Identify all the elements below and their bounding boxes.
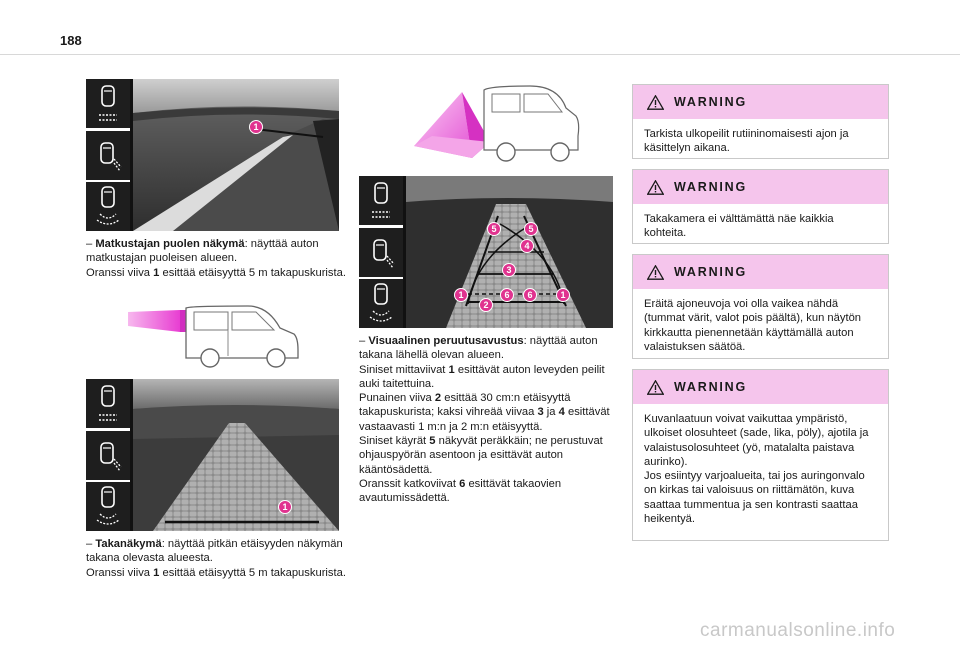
warning-triangle-icon [647,380,664,395]
assist-marker-1a: 1 [454,288,468,302]
rear-view-description: – Takanäkymä: näyttää pitkän etäisyyden näkymän takana olevasta alueesta. Oranssi viiva 1 esittää etäisyyttä 5 m takapuskurista. [86,538,346,579]
header-rule [0,54,960,55]
assist-marker-2: 2 [479,298,493,312]
warning-header [633,255,888,289]
warning-triangle-icon [647,180,664,195]
assist-view-term: Visuaalinen peruutusavustus [368,335,524,347]
watermark: carmanualsonline.info [700,620,896,641]
assist-view-image [359,176,613,328]
warning-header [633,370,888,404]
warning-title: WARNING [674,95,748,109]
assist-view-description: – Visuaalinen peruutusavustus: näyttää auton takana lähellä olevan alueen. Siniset mittaviivat 1 esittävät auton leveyden peilit auki taitettuina. Punainen viiva 2 esittää 30 cm:n etäisyyttä takapuskurista; kaksi vihreää viivaa 3 ja 4 esittävät vastaavasti 1 m:n ja 2 m:n etäisyyttä. Siniset käyrät 5 näkyvät peräkkäin; ne perustuvat ohjauspyörän asentoon ja esittävät auton kääntösädettä. Oranssit katkoviivat 6 esittävät takaovien avautumissädettä. [359,335,610,505]
assist-marker-3: 3 [502,263,516,277]
warning-header [633,85,888,119]
warning-triangle-icon [647,265,664,280]
warning-box-3 [632,254,889,359]
rear-view-mode-icon [359,279,403,328]
passenger-view-marker-1: 1 [249,120,263,134]
van-rear-illustration [410,80,580,173]
passenger-view-image [86,79,339,231]
warning-title: WARNING [674,180,748,194]
warning-header [633,170,888,204]
warning-box-4 [632,369,889,541]
mode-strip [86,379,130,531]
rear-view-scene [133,379,339,531]
rear-view-marker-1: 1 [278,500,292,514]
assist-marker-4: 4 [520,239,534,253]
warning-box-1 [632,84,889,159]
warning-box-2 [632,169,889,244]
warning-text: Eräitä ajoneuvoja voi olla vaikea nähdä (tummat värit, valot pois päältä), kun näytön kirkkautta pienennetään käyttämällä auton valaistuksen säätöä. [644,298,862,353]
passenger-view-description: – Matkustajan puolen näkymä: näyttää auton matkustajan puoleisen alueen. Oranssi viiva 1 esittää etäisyyttä 5 m takapuskurista. [86,238,346,279]
warning-title: WARNING [674,380,748,394]
top-view-mode-icon [359,176,403,225]
mode-strip [86,79,130,231]
warning-text: Takakamera ei välttämättä näe kaikkia kohteita. [644,213,834,240]
rear-view-mode-icon [86,182,130,231]
van-side-illustration [128,304,300,370]
assist-marker-6b: 6 [523,288,537,302]
warning-triangle-icon [647,95,664,110]
rear-view-image [86,379,339,531]
assist-marker-6a: 6 [500,288,514,302]
top-view-mode-icon [86,379,130,428]
assist-marker-5a: 5 [487,222,501,236]
side-view-mode-icon [86,431,130,480]
assist-marker-1b: 1 [556,288,570,302]
warning-text: Tarkista ulkopeilit rutiininomaisesti ajon ja käsittelyn aikana. [644,128,849,155]
warning-text: Kuvanlaatuun voivat vaikuttaa ympäristö, ulkoiset olosuhteet (sade, lika, pöly), ajotila ja valaistusolosuhteet (yö, matalalta paistava aurinko). Jos esiintyy varjoalueita, tai jos auringonvalo on kirkas tai valoisuus on riittämätön, kuva saattaa tummentua ja sen kontrasti saattaa heikentyä. [644,413,869,526]
side-view-mode-icon [86,131,130,180]
assist-marker-5b: 5 [524,222,538,236]
rear-view-mode-icon [86,482,130,531]
warning-title: WARNING [674,265,748,279]
passenger-view-scene [133,79,339,231]
assist-view-scene [406,176,613,328]
mode-strip [359,176,403,328]
page-number: 188 [60,33,82,48]
top-view-mode-icon [86,79,130,128]
rear-view-term: Takanäkymä [95,538,162,550]
passenger-view-term: Matkustajan puolen näkymä [95,238,245,250]
side-view-mode-icon [359,228,403,277]
